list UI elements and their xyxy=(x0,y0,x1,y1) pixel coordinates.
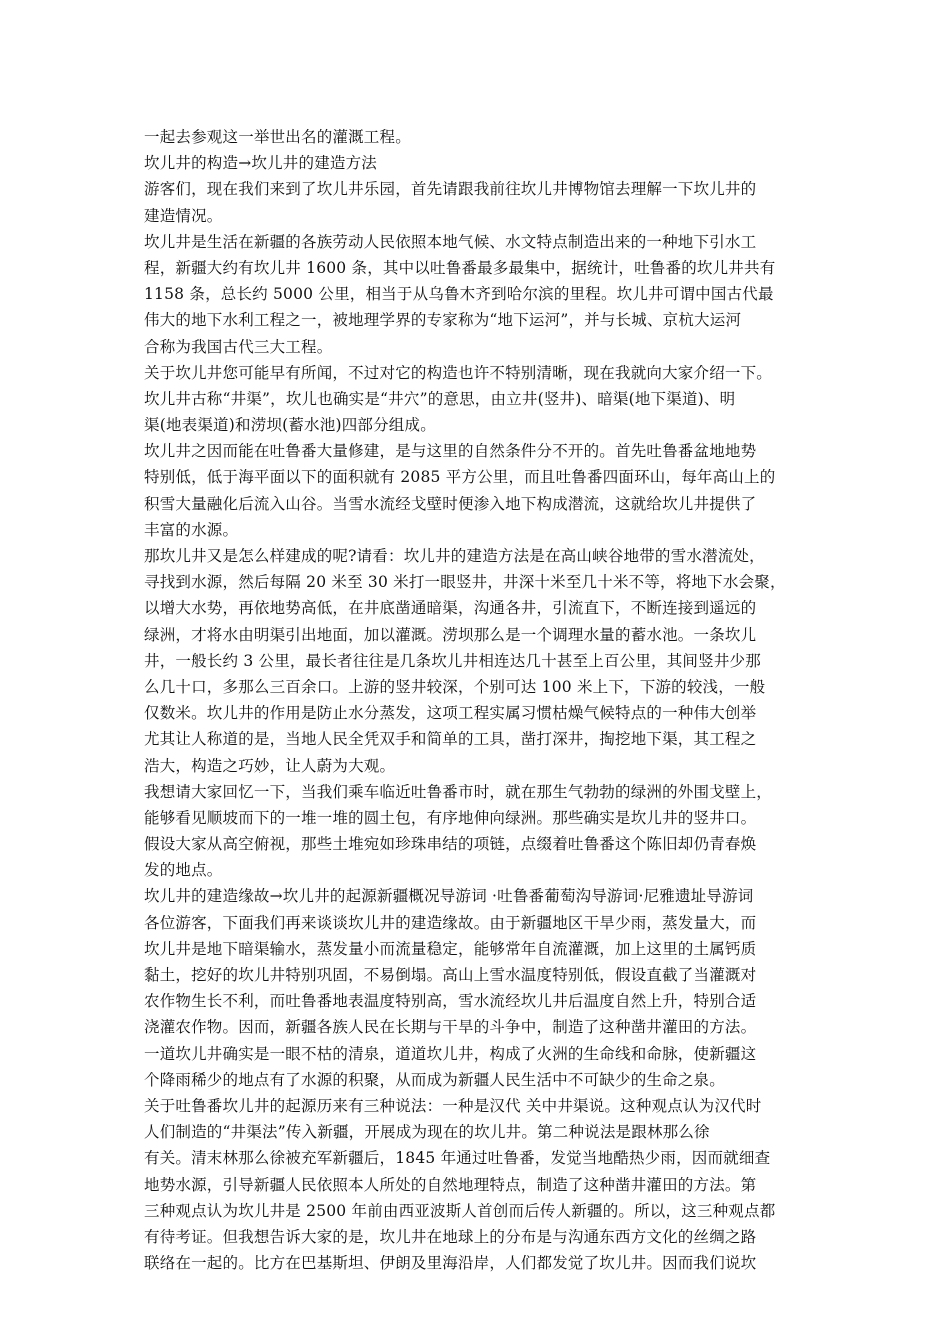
text-line: 坎儿井的建造缘故→坎儿井的起源新疆概况导游词 ·吐鲁番葡萄沟导游词·尼雅遗址导游词 xyxy=(144,887,754,906)
text-line: 坎儿井是地下暗渠输水，蒸发量小而流量稳定，能够常年自流灌溉，加上这里的土属钙质 xyxy=(144,939,757,958)
text-line: 坎儿井古称“井渠”，坎儿也确实是“井穴”的意思，由立井(竖井)、暗渠(地下渠道)、明 xyxy=(144,389,736,408)
text-line: 合称为我国古代三大工程。 xyxy=(144,337,333,356)
text-line: 假设大家从高空俯视，那些土堆宛如珍珠串结的项链，点缀着吐鲁番这个陈旧却仍青春焕 xyxy=(144,835,757,854)
text-line: 各位游客，下面我们再来谈谈坎儿井的建造缘故。由于新疆地区干旱少雨，蒸发量大，而 xyxy=(144,913,757,932)
text-line: 关于坎儿井您可能早有所闻，不过对它的构造也许不特别清晰，现在我就向大家介绍一下。 xyxy=(144,363,773,382)
text-line: 寻找到水源，然后每隔 20 米至 30 米打一眼竖井，井深十米至几十米不等，将地下水会聚， xyxy=(144,573,786,592)
text-line: 我想请大家回忆一下，当我们乘车临近吐鲁番市时，就在那生气勃勃的绿洲的外围戈壁上， xyxy=(144,782,773,801)
text-line: 发的地点。 xyxy=(144,861,223,880)
text-line: 有关。清末林那么徐被充军新疆后，1845 年通过吐鲁番，发觉当地酷热少雨，因而就细查 xyxy=(144,1149,771,1168)
text-line: 能够看见顺坡而下的一堆一堆的圆土包，有序地伸向绿洲。那些确实是坎儿井的竖井口。 xyxy=(144,808,757,827)
text-line: 地势水源，引导新疆人民依照本人所处的自然地理特点，制造了这种凿井灌田的方法。第 xyxy=(144,1175,757,1194)
text-line: 积雪大量融化后流入山谷。当雪水流经戈壁时便渗入地下构成潜流，这就给坎儿井提供了 xyxy=(144,494,757,513)
text-line: 坎儿井是生活在新疆的各族劳动人民依照本地气候、水文特点制造出来的一种地下引水工 xyxy=(144,232,757,251)
text-line: 绿洲，才将水由明渠引出地面，加以灌溉。涝坝那么是一个调理水量的蓄水池。一条坎儿 xyxy=(144,625,757,644)
text-line: 1158 条，总长约 5000 公里，相当于从乌鲁木齐到哈尔滨的里程。坎儿井可谓中国古代最 xyxy=(144,285,774,304)
text-line: 建造情况。 xyxy=(144,206,223,225)
text-line: 尤其让人称道的是，当地人民全凭双手和简单的工具，凿打深井，掏挖地下渠，其工程之 xyxy=(144,730,757,749)
text-line: 丰富的水源。 xyxy=(144,520,239,539)
text-line: 人们制造的“井渠法”传入新疆，开展成为现在的坎儿井。第二种说法是跟林那么徐 xyxy=(144,1123,710,1142)
text-line: 游客们，现在我们来到了坎儿井乐园，首先请跟我前往坎儿井博物馆去理解一下坎儿井的 xyxy=(144,180,757,199)
text-line: 以增大水势，再依地势高低，在井底凿通暗渠，沟通各井，引流直下，不断连接到遥远的 xyxy=(144,599,757,618)
text-line: 浇灌农作物。因而，新疆各族人民在长期与干旱的斗争中，制造了这种凿井灌田的方法。 xyxy=(144,1018,757,1037)
text-line: 关于吐鲁番坎儿井的起源历来有三种说法：一种是汉代 关中井渠说。这种观点认为汉代时 xyxy=(144,1096,762,1115)
text-line: 伟大的地下水利工程之一，被地理学界的专家称为“地下运河”，并与长城、京杭大运河 xyxy=(144,311,742,330)
text-line: 农作物生长不利，而吐鲁番地表温度特别高，雪水流经坎儿井后温度自然上升，特别合适 xyxy=(144,992,757,1011)
text-line: 程，新疆大约有坎儿井 1600 条，其中以吐鲁番最多最集中，据统计，吐鲁番的坎儿井共有 xyxy=(144,258,776,277)
text-line: 一道坎儿井确实是一眼不枯的清泉，道道坎儿井，构成了火洲的生命线和命脉，使新疆这 xyxy=(144,1044,757,1063)
document-body xyxy=(144,124,816,1276)
text-line: 黏土，挖好的坎儿井特别巩固，不易倒塌。高山上雪水温度特别低，假设直截了当灌溉对 xyxy=(144,966,757,984)
text-line: 三种观点认为坎儿井是 2500 年前由西亚波斯人首创而后传人新疆的。所以，这三种观点都 xyxy=(144,1201,776,1220)
text-line: 联络在一起的。比方在巴基斯坦、伊朗及里海沿岸，人们都发觉了坎儿井。因而我们说坎 xyxy=(144,1254,757,1273)
text-line: 那坎儿井又是怎么样建成的呢?请看：坎儿井的建造方法是在高山峡谷地带的雪水潜流处， xyxy=(144,547,765,565)
text-line: 仅数米。坎儿井的作用是防止水分蒸发，这项工程实属习惯枯燥气候特点的一种伟大创举 xyxy=(144,704,757,723)
text-line: 个降雨稀少的地点有了水源的积聚，从而成为新疆人民生活中不可缺少的生命之泉。 xyxy=(144,1070,725,1089)
text-line: 坎儿井的构造→坎儿井的建造方法 xyxy=(144,154,377,173)
text-line: 井，一般长约 3 公里，最长者往往是几条坎儿井相连达几十甚至上百公里，其间竖井少那 xyxy=(144,651,761,670)
text-line: 浩大，构造之巧妙，让人蔚为大观。 xyxy=(144,756,396,775)
text-line: 坎儿井之因而能在吐鲁番大量修建，是与这里的自然条件分不开的。首先吐鲁番盆地地势 xyxy=(144,442,757,461)
text-line: 么几十口，多那么三百余口。上游的竖井较深，个别可达 100 米上下，下游的较浅，一般 xyxy=(144,677,766,696)
text-line: 一起去参观这一举世出名的灌溉工程。 xyxy=(144,128,411,146)
text-line: 渠(地表渠道)和涝坝(蓄水池)四部分组成。 xyxy=(144,416,436,435)
text-line: 有待考证。但我想告诉大家的是，坎儿井在地球上的分布是与沟通东西方文化的丝绸之路 xyxy=(144,1227,757,1246)
text-line: 特别低，低于海平面以下的面积就有 2085 平方公里，而且吐鲁番四面环山，每年高山上的 xyxy=(144,468,776,487)
